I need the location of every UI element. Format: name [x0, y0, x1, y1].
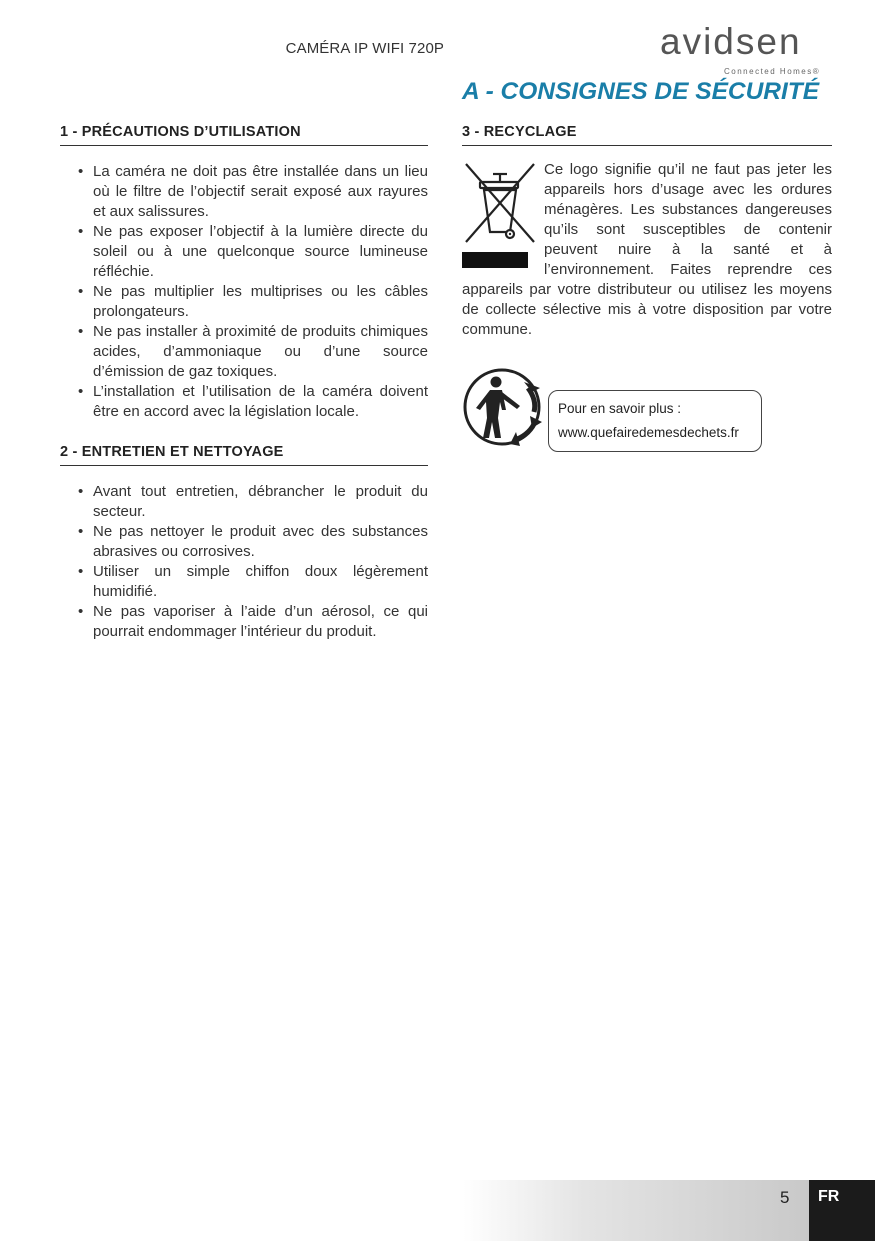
section-heading-precautions: 1 - PRÉCAUTIONS D’UTILISATION [60, 123, 428, 146]
list-item: • Avant tout entretien, débrancher le produit du secteur. [60, 482, 428, 522]
brand-name: avidsen [660, 21, 802, 62]
recycling-paragraph [462, 160, 832, 340]
page-title: A - CONSIGNES DE SÉCURITÉ [462, 78, 820, 105]
precautions-list [60, 162, 428, 422]
crossed-out-wheelie-bin-icon [462, 160, 540, 274]
maintenance-list [60, 482, 428, 642]
brand-logo [660, 20, 840, 76]
language-label: FR [818, 1188, 840, 1205]
brand-tagline: Connected Homes® [724, 67, 821, 76]
list-item: • Utiliser un simple chiffon doux légèrement humidifié. [60, 562, 428, 602]
info-label: Pour en savoir plus : [558, 401, 682, 416]
list-item: • L’installation et l’utilisation de la caméra doivent être en accord avec la législation locale. [60, 382, 428, 422]
recycling-text: Ce logo signifie qu’il ne faut pas jeter les appareils hors d’usage avec les ordures ménagères. Les substances dangereuses qu’ils sont susceptibles de contenir peuvent nuire à la santé et à l’environnement. Faites reprendre ces appareils par votre distributeur ou utilisez les moyens de collecte sélective mis à votre disposition par votre commune. [462, 161, 832, 338]
info-box [548, 390, 762, 452]
list-item: • Ne pas vaporiser à l’aide d’un aérosol, ce qui pourrait endommager l’intérieur du produit. [60, 602, 428, 642]
list-item: • Ne pas exposer l’objectif à la lumière directe du soleil ou à une quelconque source lumineuse réfléchie. [60, 222, 428, 282]
list-item: • Ne pas multiplier les multiprises ou les câbles prolongateurs. [60, 282, 428, 322]
page-number: 5 [780, 1188, 790, 1207]
list-item: • Ne pas nettoyer le produit avec des substances abrasives ou corrosives. [60, 522, 428, 562]
list-item: • La caméra ne doit pas être installée dans un lieu où le filtre de l’objectif serait exposé aux rayures et aux salissures. [60, 162, 428, 222]
section-heading-maintenance: 2 - ENTRETIEN ET NETTOYAGE [60, 443, 428, 466]
triman-recycling-icon [462, 366, 552, 448]
document-title: CAMÉRA IP WIFI 720P [285, 40, 444, 57]
list-item: • Ne pas installer à proximité de produits chimiques acides, d’ammoniaque ou d’une source d’émission de gaz toxiques. [60, 322, 428, 382]
footer-band [463, 1180, 809, 1241]
info-website-link[interactable]: www.quefairedemesdechets.fr [558, 425, 739, 440]
section-heading-recycling: 3 - RECYCLAGE [462, 123, 832, 146]
